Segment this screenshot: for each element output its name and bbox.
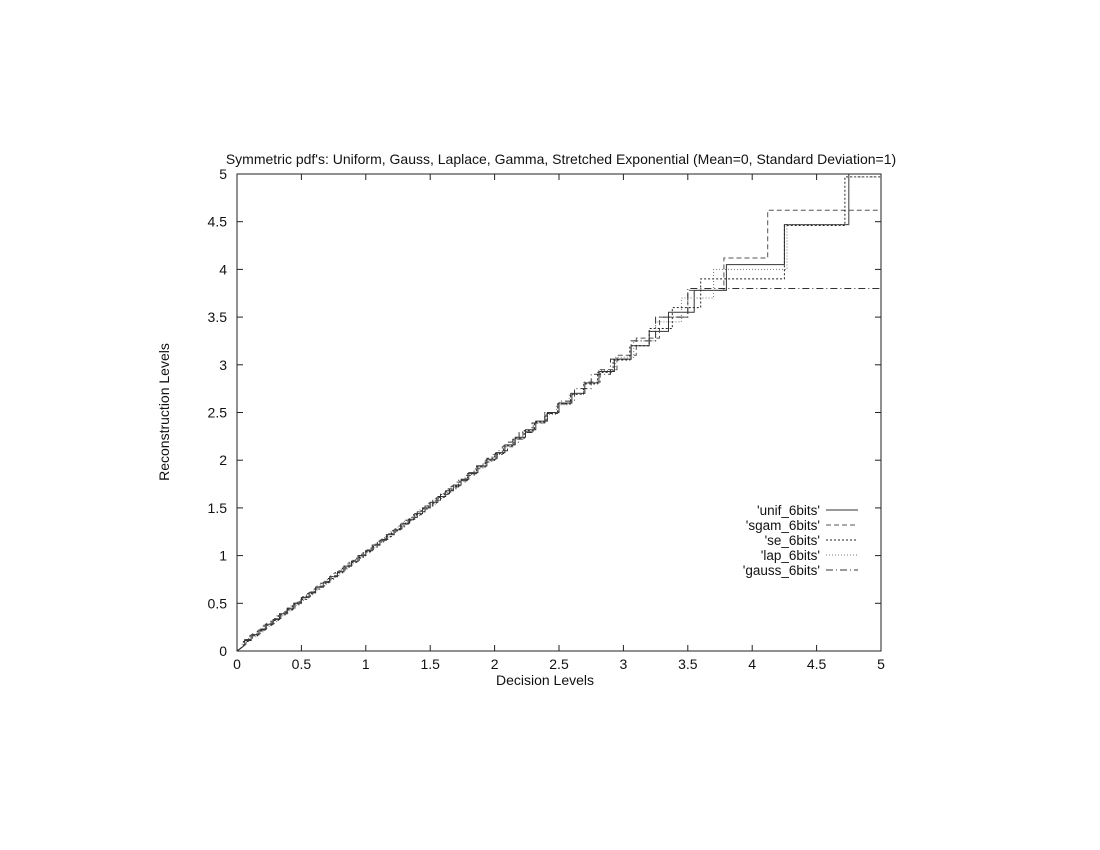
x-axis-title: Decision Levels xyxy=(495,672,595,688)
y-tick-label: 1 xyxy=(219,547,227,564)
x-tick-label: 3 xyxy=(619,656,628,672)
legend xyxy=(743,503,858,578)
x-tick-label: 3.5 xyxy=(678,656,698,672)
legend-label-4: 'gauss_6bits' xyxy=(742,563,820,578)
y-tick-label: 3 xyxy=(219,356,227,373)
series-line-1 xyxy=(237,210,881,651)
x-tick-label: 1.5 xyxy=(420,656,440,672)
y-tick-label: 4 xyxy=(219,261,227,278)
chart-title: Symmetric pdf's: Uniform, Gauss, Laplace, Gamma, Stretched Exponential (Mean=0, Standard Deviation=1) xyxy=(225,151,897,167)
y-tick-label: 1.5 xyxy=(207,499,227,516)
series-line-4 xyxy=(237,289,881,652)
x-tick-label: 4.5 xyxy=(806,656,827,672)
x-tick-label: 2 xyxy=(490,656,499,672)
legend-label-2: 'se_6bits' xyxy=(764,533,820,548)
x-tick-label: 0.5 xyxy=(291,656,312,672)
legend-label-3: 'lap_6bits' xyxy=(760,548,820,563)
x-tick-label: 2.5 xyxy=(549,656,569,672)
y-tick-label: 3.5 xyxy=(207,309,227,326)
y-tick-label: 0 xyxy=(219,643,227,659)
legend-label-0: 'unif_6bits' xyxy=(757,503,820,518)
y-tick-label: 2 xyxy=(219,452,227,469)
y-tick-label: 4.5 xyxy=(207,213,227,230)
y-tick-label: 2.5 xyxy=(207,404,227,421)
x-tick-label: 4 xyxy=(748,656,757,672)
y-axis-title: Reconstruction Levels xyxy=(156,343,172,481)
x-tick-label: 1 xyxy=(361,656,370,672)
x-tick-label: 0 xyxy=(233,656,241,672)
x-tick-label: 5 xyxy=(877,656,885,672)
series-layer xyxy=(237,174,881,651)
y-tick-label: 5 xyxy=(219,166,227,182)
y-tick-label: 0.5 xyxy=(207,595,227,612)
legend-label-1: 'sgam_6bits' xyxy=(745,518,820,533)
